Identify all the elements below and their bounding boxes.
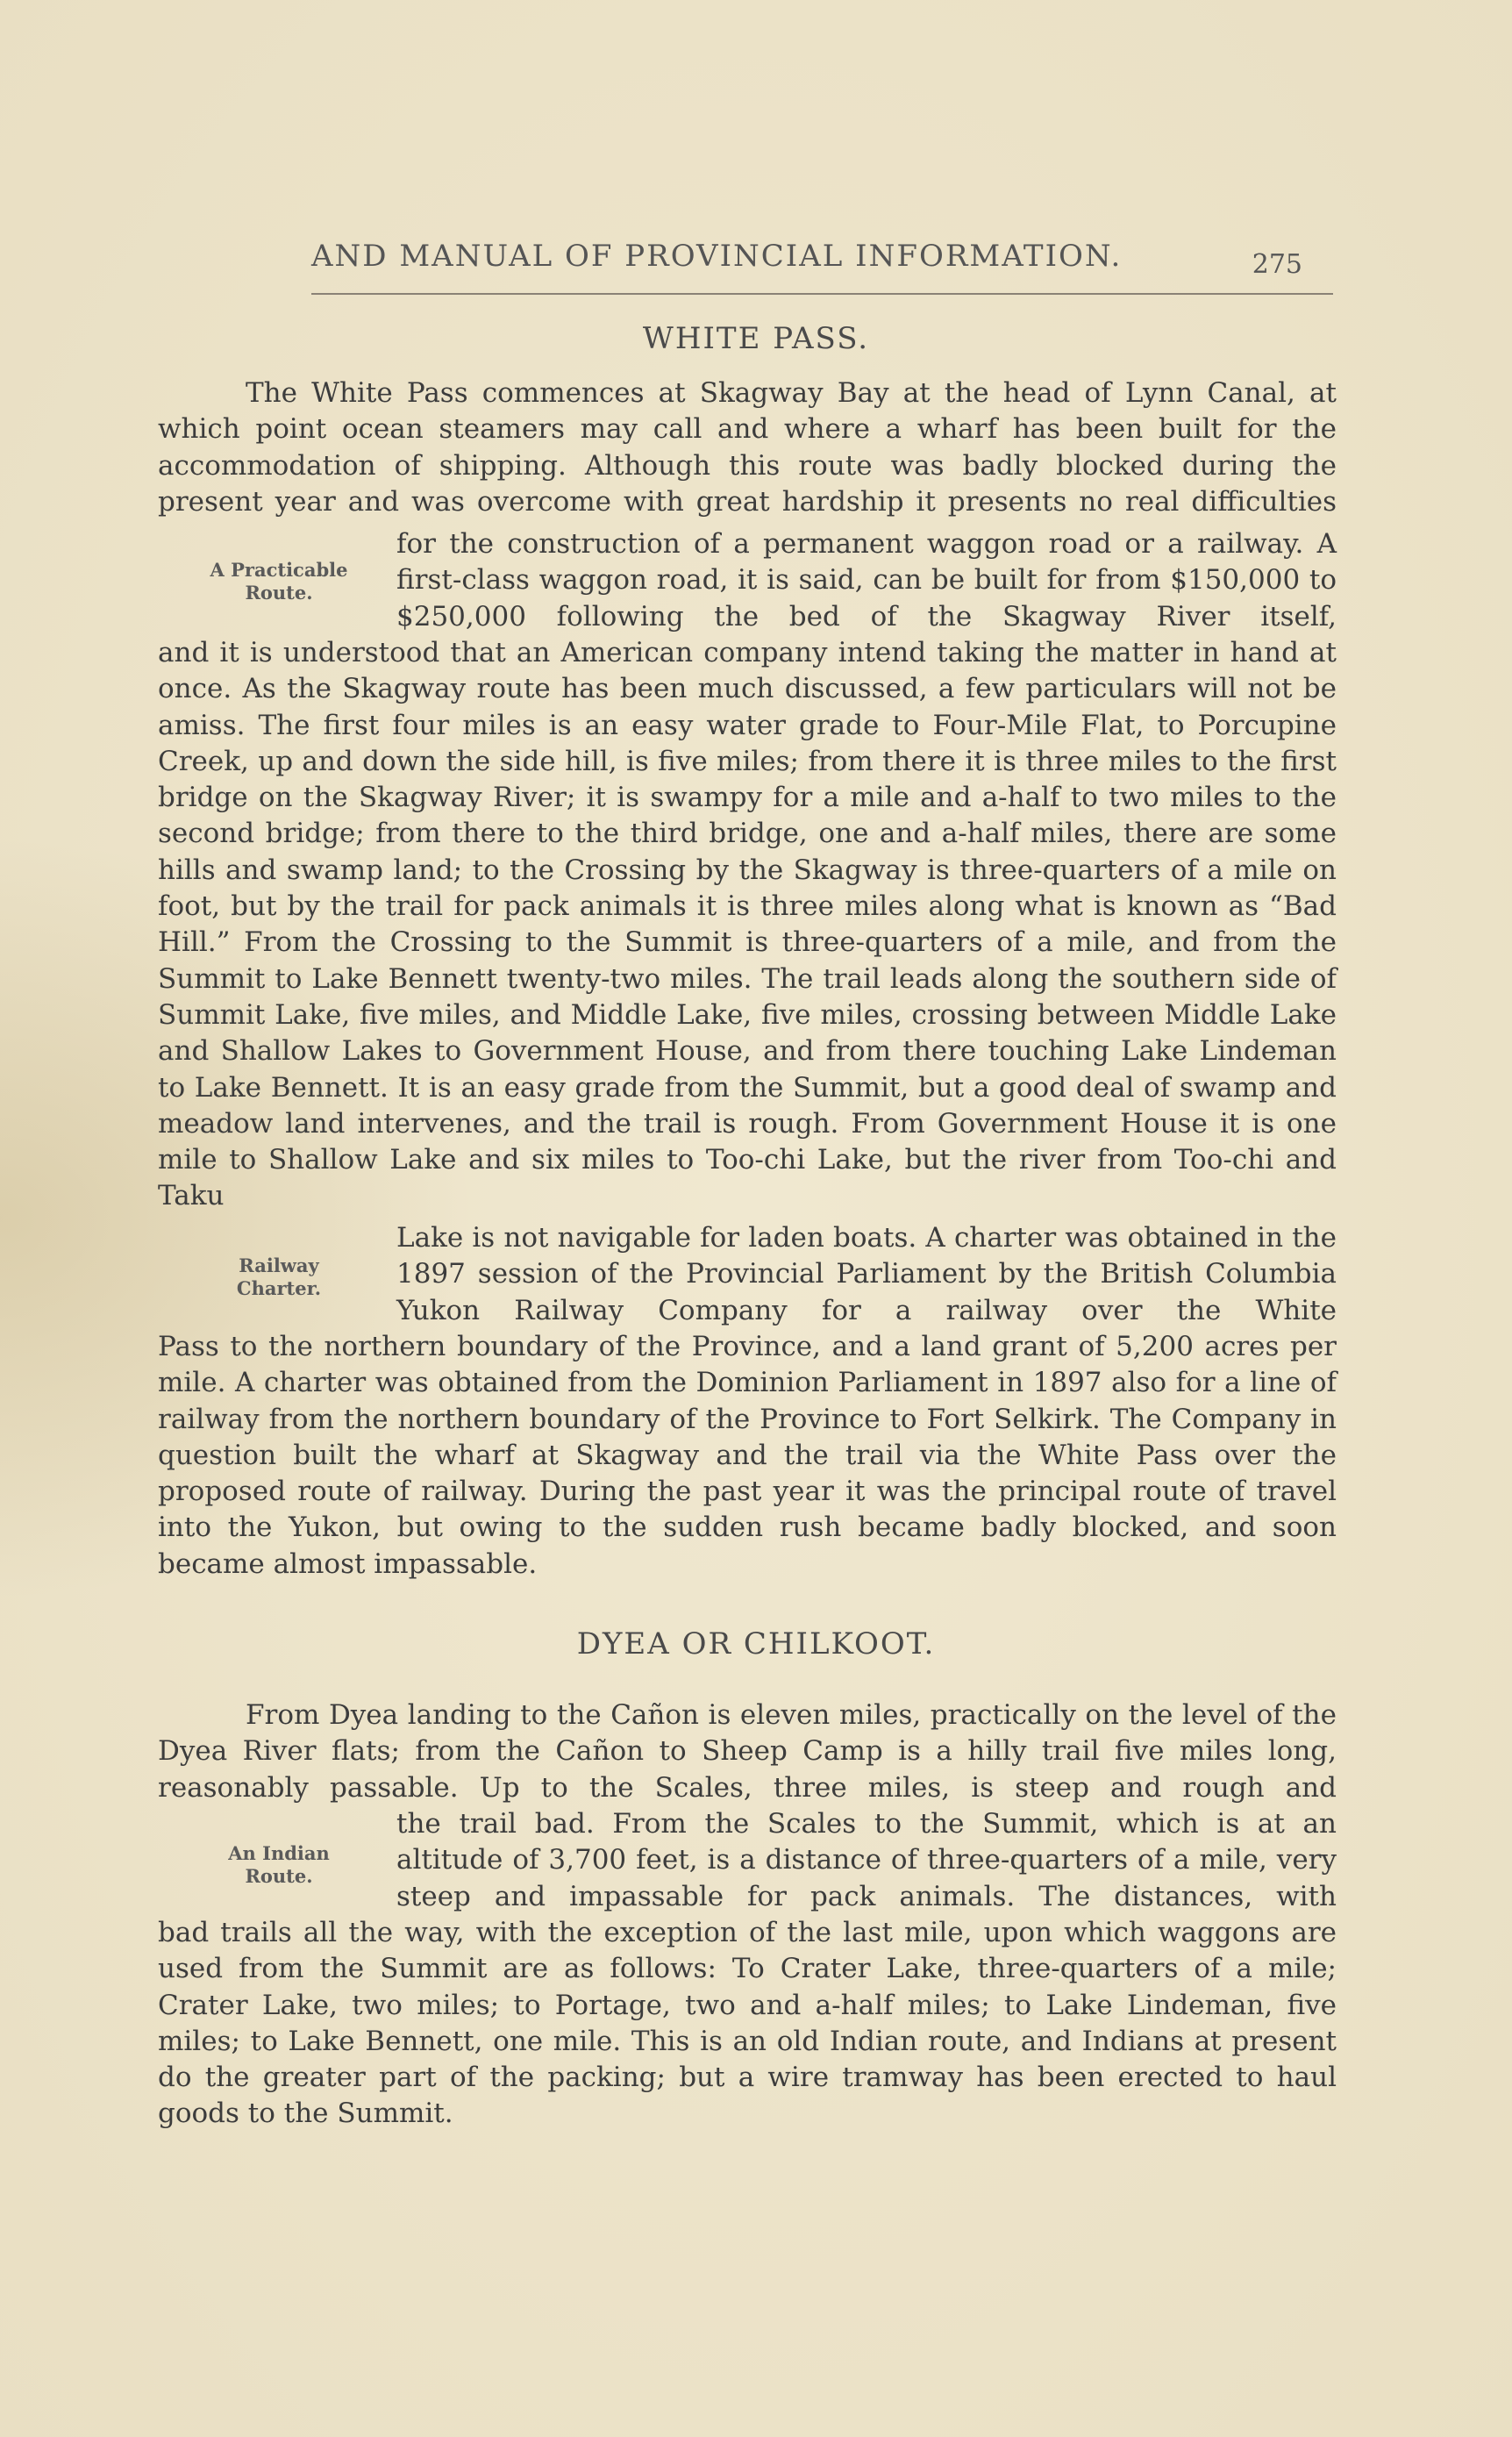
header-rule <box>311 293 1333 295</box>
section-heading-white-pass: WHITE PASS. <box>642 321 870 356</box>
margin-note-indian-route: An Indian Route. <box>228 1842 330 1887</box>
margin-note-railway-charter: Railway Charter. <box>236 1254 322 1299</box>
paragraph-white-pass-closing: Pass to the northern boundary of the Province, and a land grant of 5,200 acres per mile. A charter was obtained from the Dominion Parliament in 1897 also for a line of railway from the northern boundary of the Province to Fort Selkirk. The Company in question built the wharf at Skagway and the trail via the White Pass over the proposed route of railway. During the past year it was the principal route of travel into the Yukon, but owing to the sudden rush became badly blocked, and soon became almost impassable. <box>158 1331 1337 1580</box>
paragraph-white-pass-indented: for the construction of a permanent waggon road or a railway. A first-class waggon road, it is said, can be built for from $150,000 to $250,000 following the bed of the Skagway River itself, <box>396 528 1337 632</box>
paragraph-dyea-indented: the trail bad. From the Scales to the Summit, which is at an altitude of 3,700 feet, is a distance of three-quarters of a mile, very steep and impassable for pack animals. The distances, with <box>396 1808 1337 1912</box>
paragraph-white-pass-main: and it is understood that an American company intend taking the matter in hand at once. As the Skagway route has been much discussed, a few particulars will not be amiss. The first four miles is an easy water grade to Four-Mile Flat, to Porcupine Creek, up and down the side hill, is five miles; from there it is three miles to the first bridge on the Skagway River; it is swampy for a mile and a-half to two miles to the second bridge; from there to the third bridge, one and a-half miles, there are some hills and swamp land; to the Crossing by the Skagway is three-quarters of a mile on foot, but by the trail for pack animals it is three miles along what is known as “Bad Hill.” From the Crossing to the Summit is three-quarters of a mile, and from the Summit to Lake Bennett twenty-two miles. The trail leads along the southern side of Summit Lake, five miles, and Middle Lake, five miles, crossing between Middle Lake and Shallow Lakes to Government House, and from there touching Lake Lindeman to Lake Bennett. It is an easy grade from the Summit, but a good deal of swamp and meadow land intervenes, and the trail is rough. From Government House it is one mile to Shallow Lake and six miles to Too-chi Lake, but the river from Too-chi and Taku <box>158 637 1337 1212</box>
paragraph-dyea-closing: bad trails all the way, with the exception of the last mile, upon which waggons are used from the Summit are as follows: To Crater Lake, three-quarters of a mile; Crater Lake, two miles; to Portage, two and a-half miles; to Lake Lindeman, five miles; to Lake Bennett, one mile. This is an old Indian route, and Indians at present do the greater part of the packing; but a wire tramway has been erected to haul goods to the Summit. <box>158 1917 1337 2130</box>
paragraph-white-pass-opening: The White Pass commences at Skagway Bay at the head of Lynn Canal, at which point ocean steamers may call and where a wharf has been built for the accommodation of shipping. Although this route was badly blocked during the present year and was overcome with great hardship it presents no real difficulties <box>158 377 1337 518</box>
section-heading-dyea: DYEA OR CHILKOOT. <box>576 1626 936 1662</box>
page-number: 275 <box>1252 249 1302 280</box>
running-head <box>311 239 1302 284</box>
running-title: AND MANUAL OF PROVINCIAL INFORMATION. <box>311 239 1123 274</box>
paragraph-dyea-opening: From Dyea landing to the Cañon is eleven miles, practically on the level of the Dyea River flats; from the Cañon to Sheep Camp is a hilly trail five miles long, reasonably passable. Up to the Scales, three miles, is steep and rough and <box>158 1699 1337 1804</box>
paragraph-white-pass-railway: Lake is not navigable for laden boats. A charter was obtained in the 1897 session of the Provincial Parliament by the British Columbia Yukon Railway Company for a railway over the White <box>396 1222 1337 1326</box>
margin-note-practicable-route: A Practicable Route. <box>210 559 348 604</box>
